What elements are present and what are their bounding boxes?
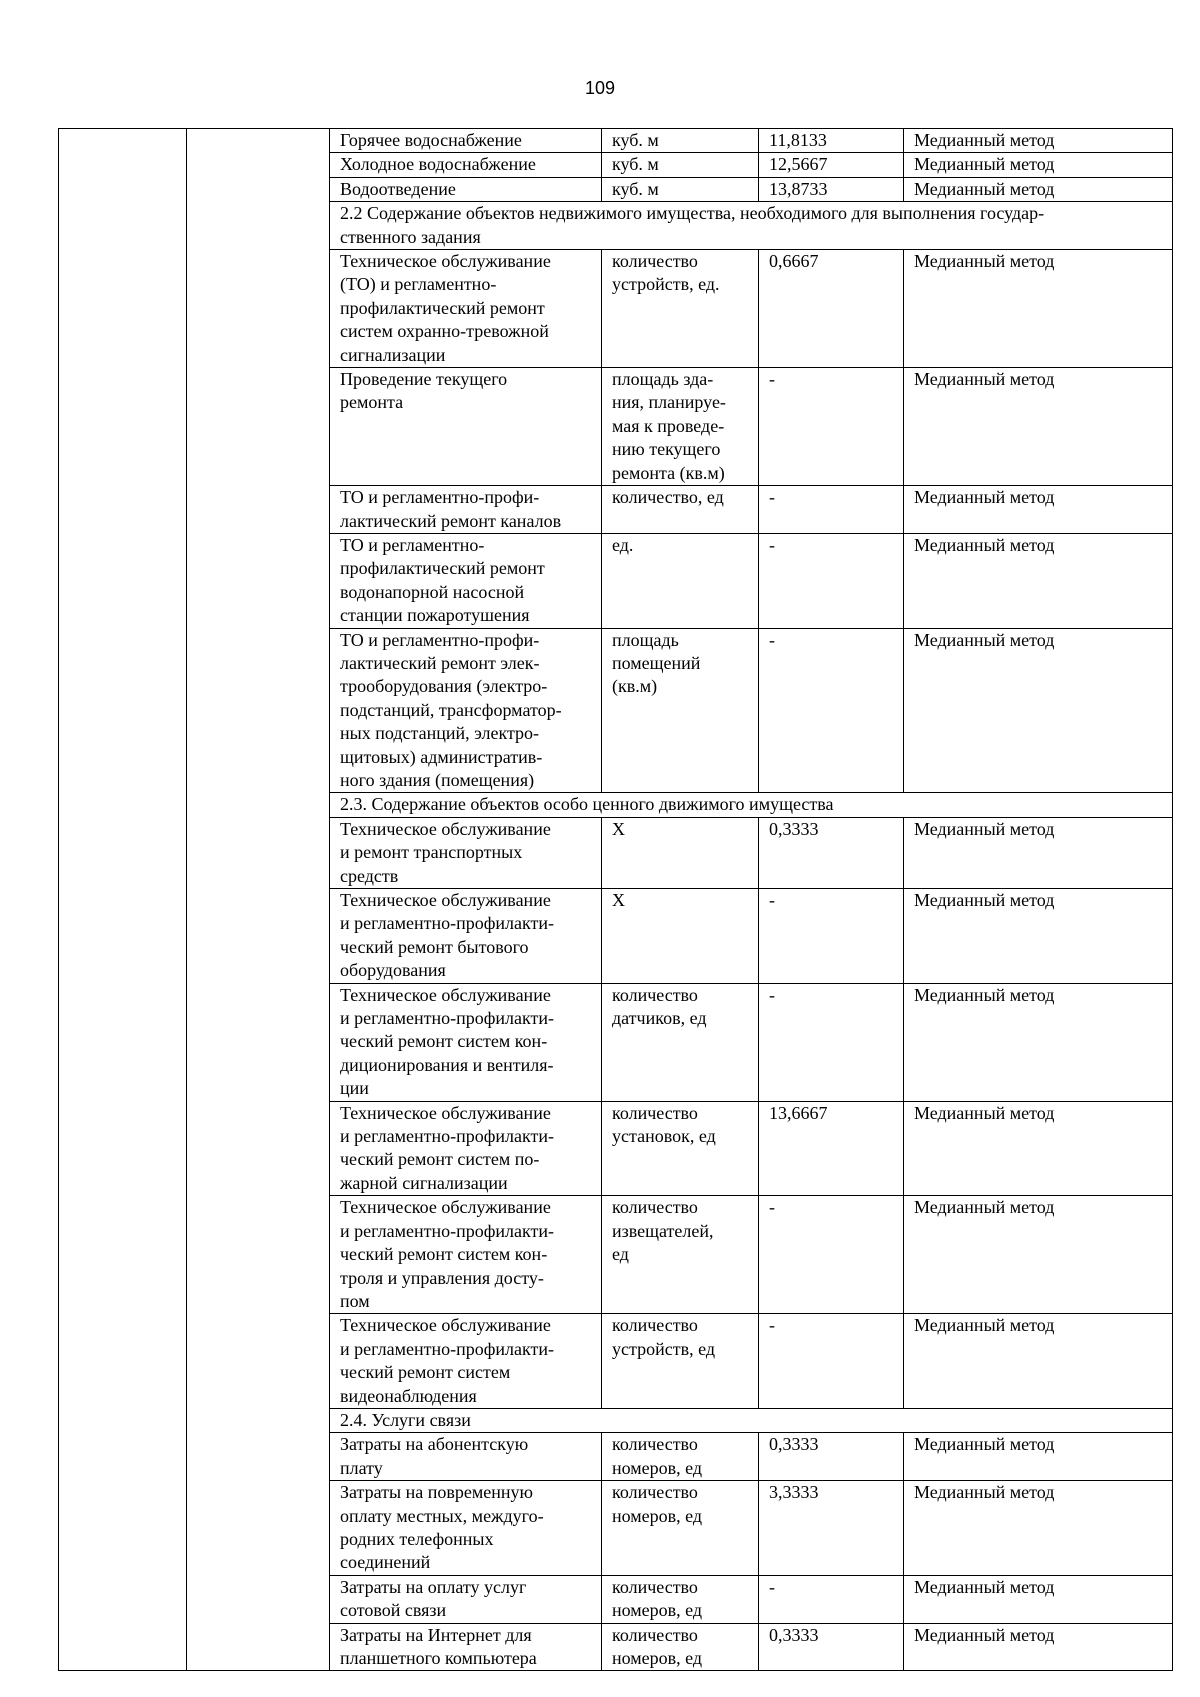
value-cell: 3,3333 xyxy=(759,1481,904,1576)
unit-cell: количество номеров, ед xyxy=(602,1623,759,1671)
value-cell: - xyxy=(759,983,904,1101)
cost-name-cell: Техническое обслуживание и регламентно-профилакти- ческий ремонт систем кон- троля и управления досту- пом xyxy=(330,1196,602,1314)
cost-name-cell: Горячее водоснабжение xyxy=(330,129,602,153)
method-cell: Медианный метод xyxy=(904,1101,1173,1196)
unit-cell: количество устройств, ед xyxy=(602,1314,759,1409)
cost-name-cell: Водоотведение xyxy=(330,177,602,201)
unit-cell: площадь помещений (кв.м) xyxy=(602,628,759,793)
value-cell: 0,6667 xyxy=(759,250,904,368)
cost-name-cell: Техническое обслуживание и регламентно-профилакти- ческий ремонт бытового оборудования xyxy=(330,889,602,984)
unit-cell: количество устройств, ед. xyxy=(602,250,759,368)
cost-name-cell: Затраты на абонентскую плату xyxy=(330,1433,602,1481)
cost-name-cell: Техническое обслуживание и регламентно-профилакти- ческий ремонт систем по- жарной сигнализации xyxy=(330,1101,602,1196)
method-cell: Медианный метод xyxy=(904,533,1173,628)
method-cell: Медианный метод xyxy=(904,250,1173,368)
blank-column-1 xyxy=(59,129,187,1671)
method-cell: Медианный метод xyxy=(904,153,1173,177)
table-row xyxy=(59,129,1173,153)
value-cell: 0,3333 xyxy=(759,1433,904,1481)
cost-name-cell: Затраты на Интернет для планшетного компьютера xyxy=(330,1623,602,1671)
cost-name-cell: Затраты на повременную оплату местных, междуго- родних телефонных соединений xyxy=(330,1481,602,1576)
method-cell: Медианный метод xyxy=(904,983,1173,1101)
unit-cell: куб. м xyxy=(602,129,759,153)
method-cell: Медианный метод xyxy=(904,889,1173,984)
cost-norms-table xyxy=(58,128,1173,1671)
method-cell: Медианный метод xyxy=(904,1623,1173,1671)
value-cell: - xyxy=(759,486,904,534)
unit-cell: количество номеров, ед xyxy=(602,1433,759,1481)
section-title: 2.4. Услуги связи xyxy=(330,1408,1173,1432)
method-cell: Медианный метод xyxy=(904,628,1173,793)
method-cell: Медианный метод xyxy=(904,1196,1173,1314)
unit-cell: количество номеров, ед xyxy=(602,1575,759,1623)
value-cell: 11,8133 xyxy=(759,129,904,153)
method-cell: Медианный метод xyxy=(904,129,1173,153)
cost-name-cell: ТО и регламентно-профи- лактический ремонт каналов xyxy=(330,486,602,534)
value-cell: 0,3333 xyxy=(759,1623,904,1671)
unit-cell: площадь зда- ния, планируе- мая к проведе- нию текущего ремонта (кв.м) xyxy=(602,368,759,486)
cost-name-cell: Техническое обслуживание и ремонт транспортных средств xyxy=(330,817,602,888)
value-cell: - xyxy=(759,628,904,793)
cost-name-cell: Техническое обслуживание и регламентно-профилакти- ческий ремонт систем кон- диционирования и вентиля- ции xyxy=(330,983,602,1101)
page-number: 109 xyxy=(584,78,616,98)
method-cell: Медианный метод xyxy=(904,1314,1173,1409)
method-cell: Медианный метод xyxy=(904,486,1173,534)
method-cell: Медианный метод xyxy=(904,1575,1173,1623)
cost-name-cell: Затраты на оплату услуг сотовой связи xyxy=(330,1575,602,1623)
method-cell: Медианный метод xyxy=(904,177,1173,201)
cost-name-cell: Техническое обслуживание (ТО) и регламентно- профилактический ремонт систем охранно-тревожной сигнализации xyxy=(330,250,602,368)
method-cell: Медианный метод xyxy=(904,817,1173,888)
unit-cell: Х xyxy=(602,889,759,984)
unit-cell: куб. м xyxy=(602,153,759,177)
unit-cell: количество номеров, ед xyxy=(602,1481,759,1576)
value-cell: 13,6667 xyxy=(759,1101,904,1196)
cost-name-cell: Холодное водоснабжение xyxy=(330,153,602,177)
unit-cell: количество установок, ед xyxy=(602,1101,759,1196)
cost-name-cell: ТО и регламентно-профи- лактический ремонт элек- трооборудования (электро- подстанций, трансформатор- ных подстанций, электро- щитовых) административ- ного здания (помещения) xyxy=(330,628,602,793)
value-cell: - xyxy=(759,533,904,628)
unit-cell: Х xyxy=(602,817,759,888)
unit-cell: количество, ед xyxy=(602,486,759,534)
method-cell: Медианный метод xyxy=(904,1433,1173,1481)
blank-column-2 xyxy=(187,129,330,1671)
cost-name-cell: Техническое обслуживание и регламентно-профилакти- ческий ремонт систем видеонаблюдения xyxy=(330,1314,602,1409)
value-cell: - xyxy=(759,368,904,486)
cost-name-cell: Проведение текущего ремонта xyxy=(330,368,602,486)
value-cell: 13,8733 xyxy=(759,177,904,201)
value-cell: 12,5667 xyxy=(759,153,904,177)
value-cell: - xyxy=(759,1575,904,1623)
value-cell: - xyxy=(759,889,904,984)
value-cell: - xyxy=(759,1314,904,1409)
unit-cell: количество извещателей, ед xyxy=(602,1196,759,1314)
unit-cell: ед. xyxy=(602,533,759,628)
cost-name-cell: ТО и регламентно- профилактический ремонт водонапорной насосной станции пожаротушения xyxy=(330,533,602,628)
section-title: 2.3. Содержание объектов особо ценного движимого имущества xyxy=(330,793,1173,817)
method-cell: Медианный метод xyxy=(904,368,1173,486)
unit-cell: количество датчиков, ед xyxy=(602,983,759,1101)
section-title: 2.2 Содержание объектов недвижимого имущества, необходимого для выполнения государ- ственного задания xyxy=(330,202,1173,250)
value-cell: 0,3333 xyxy=(759,817,904,888)
unit-cell: куб. м xyxy=(602,177,759,201)
method-cell: Медианный метод xyxy=(904,1481,1173,1576)
value-cell: - xyxy=(759,1196,904,1314)
